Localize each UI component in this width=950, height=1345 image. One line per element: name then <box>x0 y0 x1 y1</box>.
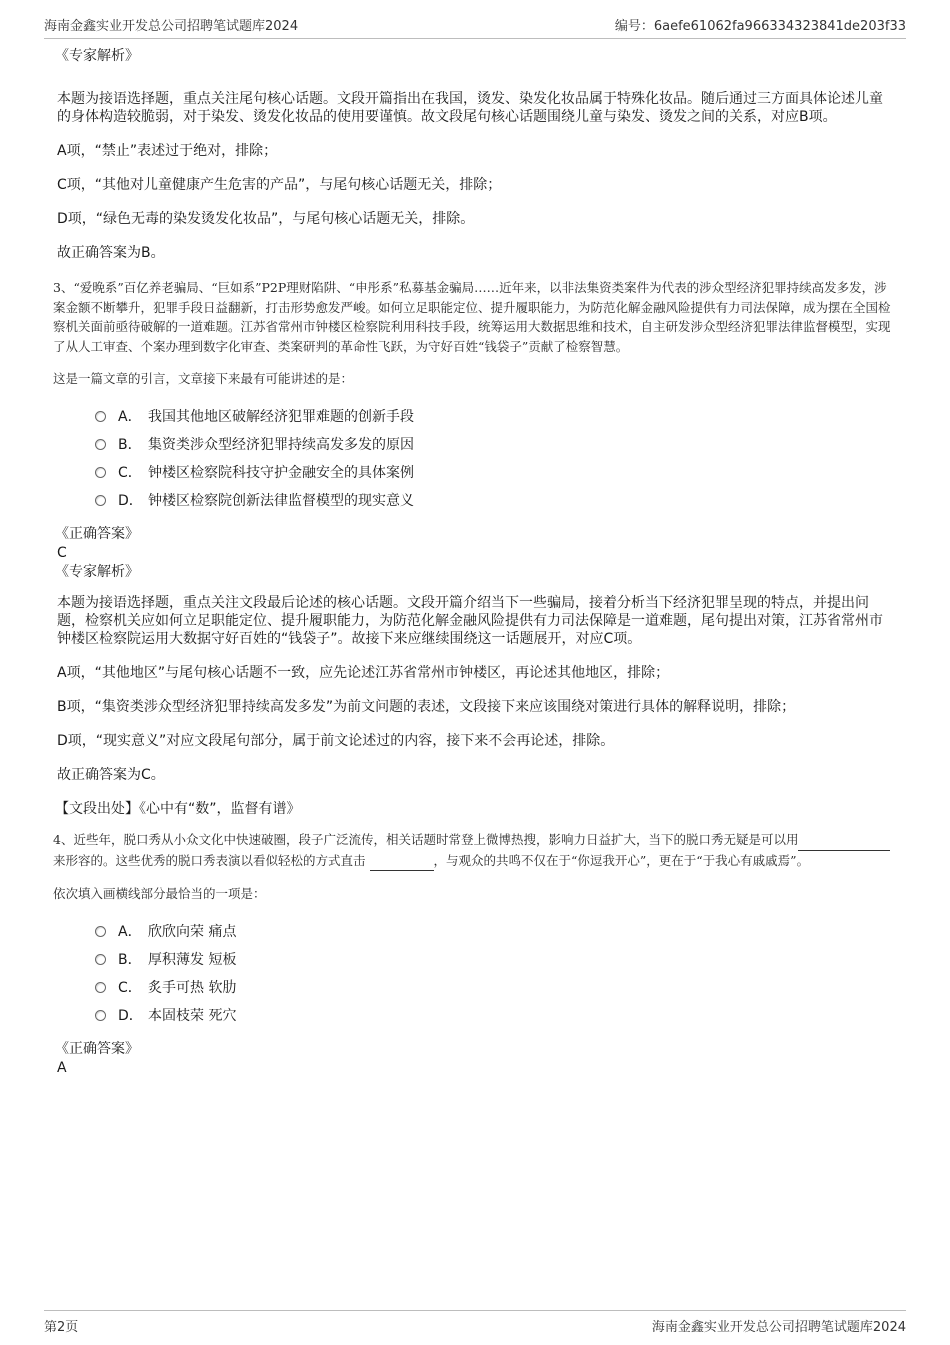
radio-icon[interactable] <box>95 1010 106 1021</box>
q4-text-part1: 4、近些年，脱口秀从小众文化中快速破圈，段子广泛流传，相关话题时常登上微博热搜，影响力日益扩大，当下的脱口秀无疑是可以用 <box>53 832 799 847</box>
q4-blank-1 <box>798 830 890 851</box>
q3-answer-label: 《正确答案》 <box>55 526 139 542</box>
option-letter: C． <box>118 465 142 481</box>
footer-document-title: 海南金鑫实业开发总公司招聘笔试题库2024 <box>651 1319 906 1335</box>
q2-analysis-text: 本题为接语选择题，重点关注尾句核心话题。文段开篇指出在我国，烫发、染发化妆品属于特殊化妆品。随后通过三方面具体论述儿童的身体构造较脆弱，对于染发、烫发化妆品的使用要谨慎。故文段尾句核心话题围绕儿童与染发、烫发之间的关系，对应B项。 <box>57 91 883 125</box>
q3-option-d[interactable] <box>95 486 895 514</box>
page-footer <box>44 1310 906 1335</box>
q3-analysis-text: 本题为接语选择题，重点关注文段最后论述的核心话题。文段开篇介绍当下一些骗局，接着分析当下经济犯罪呈现的特点，并提出问题，检察机关应如何立足职能定位、提升履职能力，为防范化解金融风险提供有力司法保障是一道难题，尾句提出对策，江苏省常州市钟楼区检察院运用大数据守好百姓的“钱袋子”。故接下来应继续围绕这一话题展开，对应C项。 <box>57 595 883 647</box>
option-text: 炙手可热 软肋 <box>148 980 237 996</box>
q3-source: 【文段出处】《心中有“数”，监督有谱》 <box>55 801 301 817</box>
option-letter: B． <box>118 952 142 968</box>
page-content <box>55 46 895 1077</box>
q3-analysis-item-d: D项，“现实意义”对应文段尾句部分，属于前文论述过的内容，接下来不会再论述，排除。 <box>57 733 615 749</box>
footer-page-number: 第2页 <box>44 1319 79 1335</box>
q3-option-a[interactable] <box>95 402 895 430</box>
option-letter: D． <box>118 493 143 509</box>
q4-prompt: 依次填入画横线部分最恰当的一项是： <box>53 886 266 901</box>
option-text: 我国其他地区破解经济犯罪难题的创新手段 <box>148 409 414 425</box>
q4-answer-label: 《正确答案》 <box>55 1041 139 1057</box>
radio-icon[interactable] <box>95 926 106 937</box>
radio-icon[interactable] <box>95 954 106 965</box>
q2-analysis-item-a: A项，“禁止”表述过于绝对，排除； <box>57 143 278 159</box>
q3-analysis-item-b: B项，“集资类涉众型经济犯罪持续高发多发”为前文问题的表述，文段接下来应该围绕对策进行具体的解释说明，排除； <box>57 699 796 715</box>
q3-option-c[interactable] <box>95 458 895 486</box>
q3-question-text: 3、“爱晚系”百亿养老骗局、“巨如系”P2P理财陷阱、“申彤系”私募基金骗局……近年来，以非法集资类案件为代表的涉众型经济犯罪持续高发多发，涉案金额不断攀升，犯罪手段日益翻新，打击形势愈发严峻。如何立足职能定位、提升履职能力，为防范化解金融风险提供有力司法保障，成为摆在全国检察机关面前亟待破解的一道难题。江苏省常州市钟楼区检察院利用科技手段，统筹运用大数据思维和技术，自主研发涉众型经济犯罪法律监督模型，实现了从人工审查、个案办理到数字化审查、类案研判的革命性飞跃，为守好百姓“钱袋子”贡献了检察智慧。 <box>53 280 891 354</box>
q4-text-part3: ，与观众的共鸣不仅在于“你逗我开心”，更在于“于我心有戚戚焉”。 <box>433 852 810 868</box>
q3-answer: C <box>57 545 67 561</box>
option-letter: A． <box>118 924 142 940</box>
q2-analysis-item-c: C项，“其他对儿童健康产生危害的产品”，与尾句核心话题无关，排除； <box>57 177 502 193</box>
q4-blank-2 <box>370 851 434 872</box>
q3-prompt: 这是一篇文章的引言，文章接下来最有可能讲述的是： <box>53 371 354 386</box>
q4-options <box>95 917 895 1029</box>
q3-analysis-item-a: A项，“其他地区”与尾句核心话题不一致，应先论述江苏省常州市钟楼区，再论述其他地区，排除； <box>57 665 670 681</box>
q4-option-a[interactable] <box>95 917 895 945</box>
header-document-id: 编号：6aefe61062fa966334323841de203f33 <box>614 18 906 34</box>
q3-options <box>95 402 895 514</box>
radio-icon[interactable] <box>95 982 106 993</box>
option-letter: C． <box>118 980 142 996</box>
q3-analysis-label: 《专家解析》 <box>55 564 139 580</box>
q2-analysis-label: 《专家解析》 <box>55 48 139 64</box>
option-letter: A． <box>118 409 142 425</box>
option-text: 欣欣向荣 痛点 <box>148 924 237 940</box>
option-text: 钟楼区检察院科技守护金融安全的具体案例 <box>148 465 414 481</box>
radio-icon[interactable] <box>95 411 106 422</box>
q3-option-b[interactable] <box>95 430 895 458</box>
q2-analysis-item-d: D项，“绿色无毒的染发烫发化妆品”，与尾句核心话题无关，排除。 <box>57 211 475 227</box>
q4-option-b[interactable] <box>95 945 895 973</box>
radio-icon[interactable] <box>95 495 106 506</box>
q4-option-d[interactable] <box>95 1001 895 1029</box>
option-letter: D． <box>118 1008 143 1024</box>
option-text: 集资类涉众型经济犯罪持续高发多发的原因 <box>148 437 414 453</box>
q2-conclusion: 故正确答案为B。 <box>57 245 165 261</box>
radio-icon[interactable] <box>95 467 106 478</box>
header-document-title: 海南金鑫实业开发总公司招聘笔试题库2024 <box>44 18 299 34</box>
option-letter: B． <box>118 437 142 453</box>
option-text: 厚积薄发 短板 <box>148 952 237 968</box>
radio-icon[interactable] <box>95 439 106 450</box>
q4-text-part2: 来形容的。这些优秀的脱口秀表演以看似轻松的方式直击 <box>53 852 366 868</box>
q3-conclusion: 故正确答案为C。 <box>57 767 165 783</box>
q4-option-c[interactable] <box>95 973 895 1001</box>
option-text: 本固枝荣 死穴 <box>148 1008 237 1024</box>
page-header <box>44 14 906 39</box>
q4-question-text <box>53 830 895 871</box>
option-text: 钟楼区检察院创新法律监督模型的现实意义 <box>148 493 414 509</box>
q4-answer: A <box>57 1060 67 1076</box>
